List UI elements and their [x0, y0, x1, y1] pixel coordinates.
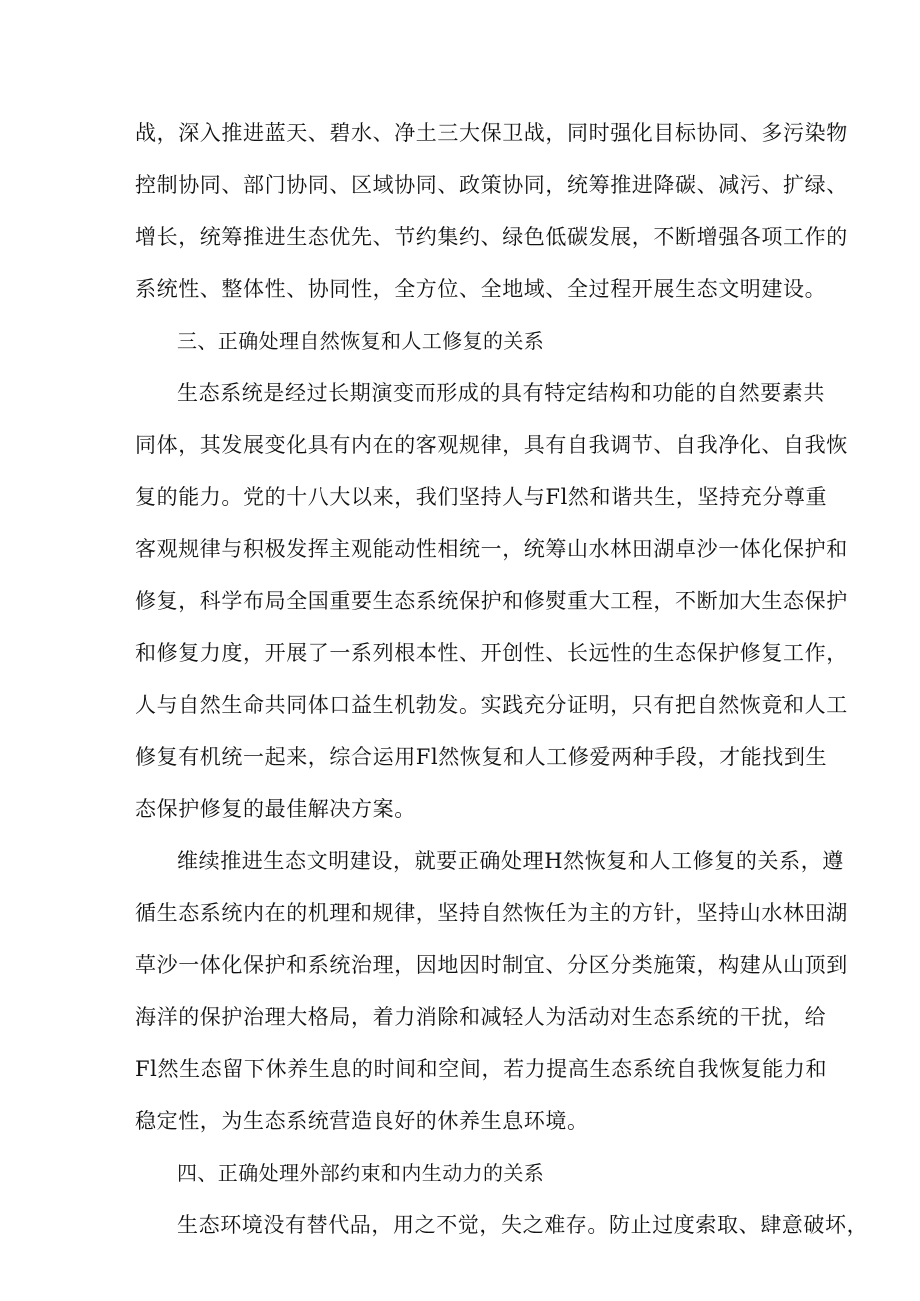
text-line: 同体，其发展变化具有内在的客观规律，具有自我调节、自我净化、自我恢 [135, 433, 848, 457]
text-line: 人与自然生命共同体口益生机勃发。实践充分证明，只有把自然恢竟和人工 [135, 693, 848, 717]
text-line: 修复有机统一起来，综合运用Fl然恢复和人工修爱两种手段，才能找到生 [135, 745, 828, 769]
text-line: 系统性、整体性、协同性，全方位、全地域、全过程开展生态文明建设。 [135, 277, 827, 301]
text-line: 修复，科学布局全国重要生态系统保护和修熨重大工程，不断加大生态保护 [135, 589, 848, 613]
text-line: 生态系统是经过长期演变而形成的具有特定结构和功能的自然要素共 [177, 381, 825, 405]
text-line: 增长，统筹推进生态优先、节约集约、绿色低碳发展，不断增强各项工作的 [135, 225, 848, 249]
text-line: 维续推进生态文明建设，就要正确处理H然恢复和人工修复的关系，遵 [177, 849, 844, 873]
text-line: 和修复力度，开展了一系列根本性、开创性、长远性的生态保护修复工作， [135, 641, 848, 665]
text-line: 海洋的保护治理大格局，着力消除和减轻人为活动对生态系统的干扰，给 [135, 1005, 827, 1029]
section-heading-4: 四、正确处理外部约束和内生动力的关系 [177, 1161, 545, 1185]
text-line: 生态环境没有替代品，用之不觉，失之难存。防止过度索取、肆意破坏， [177, 1213, 869, 1237]
text-line: 客观规律与积极发挥主观能动性相统一，统筹山水林田湖卓沙一体化保护和 [135, 537, 848, 561]
text-line: 循生态系统内在的机理和规律，坚持自然恢任为主的方针，坚持山水林田湖 [135, 901, 848, 925]
text-line: 控制协同、部门协同、区域协同、政策协同，统筹推进降碳、减污、扩绿、 [135, 173, 848, 197]
text-line: 稳定性，为生态系统营造良好的休养生息环境。 [135, 1109, 589, 1133]
section-heading-3: 三、正确处理自然恢复和人工修复的关系 [177, 329, 545, 353]
text-line: 战，深入推进蓝天、碧水、净土三大保卫战，同时强化目标协同、多污染物 [135, 121, 848, 145]
text-line: 复的能力。党的十八大以来，我们坚持人与Fl然和谐共生，坚持充分尊重 [135, 485, 828, 509]
text-line: 态保护修复的最佳解决方案。 [135, 797, 416, 821]
text-line: Fl然生态留下休养生息的时间和空间，若力提高生态系统自我恢复能力和 [135, 1057, 828, 1081]
text-line: 草沙一体化保护和系统治理，因地因时制宜、分区分类施策，构建从山顶到 [135, 953, 848, 977]
